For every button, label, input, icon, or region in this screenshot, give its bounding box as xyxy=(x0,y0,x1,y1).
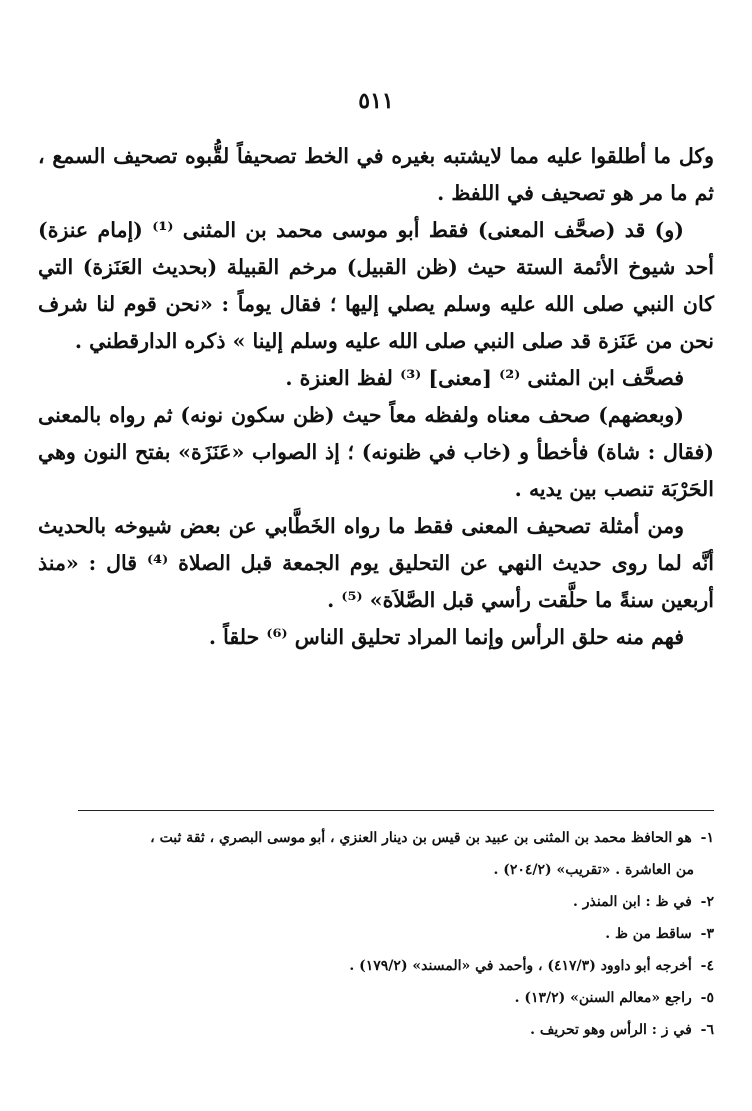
paragraph-4: (وبعضهم) صحف معناه ولفظه معاً حيث (ظن سكون نونه) ثم رواه بالمعنى (فقال : شاة) فأخطأ و (خاب في ظنونه) ؛ إذ الصواب «عَنَزَة» بفتح النون وهي الحَرْبَة تنصب بين يديه . xyxy=(38,403,714,501)
footnote-1-continued: من العاشرة . «تقريب» (٢٠٤/٢) . xyxy=(493,862,694,878)
footnote-1 xyxy=(38,822,714,854)
footnote-divider xyxy=(78,810,714,811)
footnote-text: في ز : الرأس وهو تحريف . xyxy=(530,1022,692,1038)
footnote-number: ١- xyxy=(700,830,714,846)
footnote-number: ٢- xyxy=(700,894,714,910)
paragraph-5: ومن أمثلة تصحيف المعنى فقط ما رواه الخَطَّابي عن بعض شيوخه بالحديث أنَّه لما روى حديث النهي عن التحليق يوم الجمعة قبل الصلاة ⁽⁴⁾ قال : «منذ أربعين سنةً ما حلَّقت رأسي قبل الصَّلاَة» ⁽⁵⁾ . xyxy=(38,514,714,612)
page-number: ٥١١ xyxy=(358,88,394,114)
footnote-text: في ظ : ابن المنذر . xyxy=(573,894,692,910)
footnote-2 xyxy=(38,886,714,918)
footnote-3 xyxy=(38,918,714,950)
footnote-4 xyxy=(38,950,714,982)
paragraph-3: فصحَّف ابن المثنى ⁽²⁾ [معنى] ⁽³⁾ لفظ العنزة . xyxy=(285,366,684,390)
paragraph-2: (و) قد (صحَّف المعنى) فقط أبو موسى محمد بن المثنى ⁽¹⁾ (إمام عنزة) أحد شيوخ الأئمة الستة حيث (ظن القبيل) مرخم القبيلة (بحديث العَنَزة) التي كان النبي صلى الله عليه وسلم يصلي إليها ؛ فقال يوماً : «نحن قوم لنا شرف نحن من عَنَزة قد صلى النبي صلى الله عليه وسلم إلينا » ذكره الدارقطني . xyxy=(38,218,714,353)
footnotes xyxy=(38,822,714,1046)
paragraph-6: فهم منه حلق الرأس وإنما المراد تحليق الناس ⁽⁶⁾ حلقاً . xyxy=(208,625,684,649)
footnote-number: ٤- xyxy=(700,958,714,974)
footnote-5 xyxy=(38,982,714,1014)
footnote-number: ٣- xyxy=(700,926,714,942)
footnote-number: ٦- xyxy=(700,1022,714,1038)
footnote-text: أخرجه أبو داوود (٤١٧/٣) ، وأحمد في «المسند» (١٧٩/٢) . xyxy=(349,958,692,974)
footnote-text: راجع «معالم السنن» (١٣/٢) . xyxy=(514,990,692,1006)
main-text xyxy=(38,138,714,656)
paragraph-1: وكل ما أطلقوا عليه مما لايشتبه بغيره في الخط تصحيفاً لقُّبوه تصحيف السمع ، ثم ما مر هو تصحيف في اللفظ . xyxy=(38,144,714,205)
footnote-text: هو الحافظ محمد بن المثنى بن عبيد بن قيس بن دينار العنزي ، أبو موسى البصري ، ثقة ثبت ، xyxy=(150,830,692,846)
footnote-number: ٥- xyxy=(700,990,714,1006)
footnote-6 xyxy=(38,1014,714,1046)
footnote-text: ساقط من ظ . xyxy=(605,926,692,942)
